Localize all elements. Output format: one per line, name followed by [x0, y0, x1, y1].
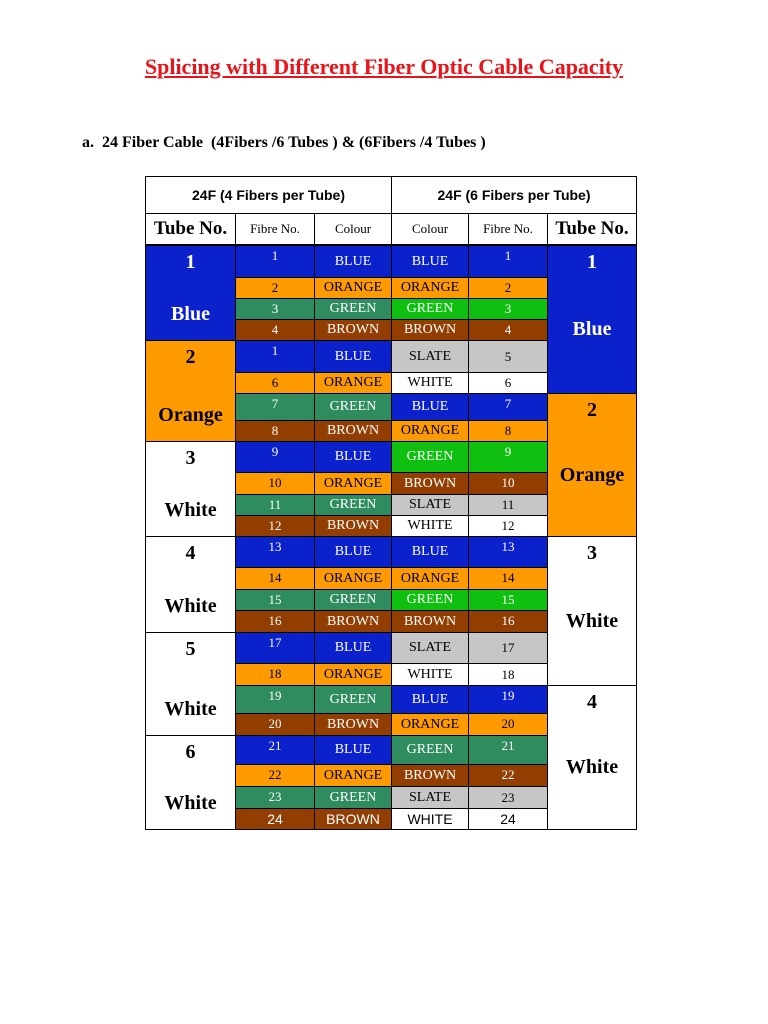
left-fibre-no-cell: 15	[235, 589, 315, 611]
left-tube-number: 5	[185, 638, 196, 660]
left-tube-number: 4	[185, 542, 196, 564]
right-fibre-no-cell: 24	[468, 808, 548, 830]
right-colour-cell: BLUE	[391, 685, 469, 714]
left-colour-cell: ORANGE	[314, 567, 392, 590]
left-fibre-no-cell: 19	[235, 685, 315, 714]
right-fibre-no-cell: 1	[468, 245, 548, 278]
left-fibre-no-cell: 4	[235, 319, 315, 341]
splicing-table	[145, 176, 637, 832]
left-fibre-no-cell: 14	[235, 567, 315, 590]
left-fibre-no-cell: 18	[235, 663, 315, 686]
right-fibre-no-cell: 16	[468, 610, 548, 633]
right-colour-cell: GREEN	[391, 441, 469, 473]
right-colour-cell: ORANGE	[391, 420, 469, 442]
left-tube-no-header: Tube No.	[145, 213, 236, 245]
right-colour-cell: GREEN	[391, 589, 469, 611]
left-colour-cell: ORANGE	[314, 663, 392, 686]
right-fibre-no-cell: 7	[468, 393, 548, 421]
right-tube-number: 2	[587, 399, 597, 421]
right-fibre-no-cell: 6	[468, 372, 548, 394]
right-colour-cell: BLUE	[391, 245, 469, 278]
right-fibre-no-cell: 9	[468, 441, 548, 473]
right-colour-cell: ORANGE	[391, 567, 469, 590]
left-fibre-no-cell: 9	[235, 441, 315, 473]
left-fibre-no-cell: 8	[235, 420, 315, 442]
left-fibre-no-cell: 2	[235, 277, 315, 299]
left-colour-header: Colour	[314, 213, 392, 245]
left-fibre-no-cell: 11	[235, 494, 315, 516]
left-colour-cell: ORANGE	[314, 277, 392, 299]
left-fibre-no-cell: 3	[235, 298, 315, 320]
left-tube-number: 6	[185, 741, 196, 763]
left-tube-colour-name: Blue	[171, 303, 210, 325]
left-colour-cell: BLUE	[314, 245, 392, 278]
left-tube-colour-name: White	[164, 499, 217, 521]
right-tube-colour-name: Blue	[572, 318, 612, 340]
right-tube-cell	[547, 536, 637, 686]
left-tube-colour-name: White	[164, 792, 217, 814]
right-fibre-no-cell: 15	[468, 589, 548, 611]
section-heading: a. 24 Fiber Cable (4Fibers /6 Tubes ) & (6Fibers /4 Tubes )	[82, 134, 486, 151]
left-fibre-no-cell: 1	[235, 340, 315, 373]
right-fibre-no-cell: 5	[468, 340, 548, 373]
right-tube-cell	[547, 393, 637, 537]
right-tube-number: 4	[587, 691, 597, 713]
right-colour-cell: BLUE	[391, 393, 469, 421]
right-colour-cell: BROWN	[391, 764, 469, 787]
right-fibre-no-cell: 17	[468, 632, 548, 664]
right-fibre-no-cell: 11	[468, 494, 548, 516]
right-tube-no-header: Tube No.	[547, 213, 637, 245]
left-tube-number: 1	[185, 251, 196, 273]
left-colour-cell: BLUE	[314, 340, 392, 373]
right-colour-cell: GREEN	[391, 298, 469, 320]
left-fibre-no-cell: 23	[235, 786, 315, 809]
right-colour-cell: GREEN	[391, 735, 469, 765]
right-fibre-no-cell: 2	[468, 277, 548, 299]
left-colour-cell: BROWN	[314, 713, 392, 736]
right-fibre-no-cell: 14	[468, 567, 548, 590]
right-colour-cell: WHITE	[391, 663, 469, 686]
left-colour-cell: ORANGE	[314, 472, 392, 495]
left-tube-cell	[145, 632, 236, 736]
left-tube-colour-name: White	[164, 698, 217, 720]
page-title: Splicing with Different Fiber Optic Cable Capacity	[144, 54, 624, 79]
left-fibre-no-cell: 13	[235, 536, 315, 568]
left-fibre-no-cell: 21	[235, 735, 315, 765]
right-fibre-no-cell: 4	[468, 319, 548, 341]
left-tube-cell	[145, 245, 236, 341]
right-colour-cell: WHITE	[391, 372, 469, 394]
left-fibre-no-header: Fibre No.	[235, 213, 315, 245]
right-fibre-no-cell: 13	[468, 536, 548, 568]
right-tube-colour-name: Orange	[559, 463, 625, 486]
left-colour-cell: BLUE	[314, 441, 392, 473]
left-group-header: 24F (4 Fibers per Tube)	[145, 176, 392, 214]
left-fibre-no-cell: 20	[235, 713, 315, 736]
right-tube-number: 3	[587, 542, 597, 564]
right-colour-cell: WHITE	[391, 808, 469, 830]
left-colour-cell: BLUE	[314, 536, 392, 568]
left-fibre-no-cell: 10	[235, 472, 315, 495]
right-tube-number: 1	[587, 251, 597, 273]
right-colour-cell: SLATE	[391, 494, 469, 516]
left-tube-cell	[145, 735, 236, 830]
left-colour-cell: GREEN	[314, 685, 392, 714]
right-tube-cell	[547, 245, 637, 394]
left-colour-cell: GREEN	[314, 589, 392, 611]
right-tube-colour-name: White	[565, 756, 619, 778]
left-tube-number: 3	[185, 447, 196, 469]
left-colour-cell: GREEN	[314, 786, 392, 809]
right-group-header: 24F (6 Fibers per Tube)	[391, 176, 637, 214]
left-colour-cell: BROWN	[314, 420, 392, 442]
right-fibre-no-cell: 21	[468, 735, 548, 765]
right-colour-cell: SLATE	[391, 632, 469, 664]
right-colour-cell: ORANGE	[391, 277, 469, 299]
left-colour-cell: GREEN	[314, 494, 392, 516]
right-colour-cell: SLATE	[391, 786, 469, 809]
left-colour-cell: BLUE	[314, 735, 392, 765]
right-fibre-no-cell: 20	[468, 713, 548, 736]
right-fibre-no-cell: 10	[468, 472, 548, 495]
left-colour-cell: BROWN	[314, 319, 392, 341]
right-fibre-no-cell: 19	[468, 685, 548, 714]
right-colour-cell: SLATE	[391, 340, 469, 373]
right-colour-cell: WHITE	[391, 515, 469, 537]
left-tube-colour-name: Orange	[158, 404, 223, 426]
left-tube-cell	[145, 441, 236, 537]
left-fibre-no-cell: 22	[235, 764, 315, 787]
right-colour-cell: BLUE	[391, 536, 469, 568]
left-fibre-no-cell: 6	[235, 372, 315, 394]
right-fibre-no-cell: 18	[468, 663, 548, 686]
left-tube-cell	[145, 340, 236, 442]
left-tube-colour-name: White	[164, 595, 217, 617]
left-fibre-no-cell: 1	[235, 245, 315, 278]
right-colour-cell: BROWN	[391, 472, 469, 495]
left-tube-number: 2	[185, 346, 196, 368]
left-fibre-no-cell: 12	[235, 515, 315, 537]
left-colour-cell: ORANGE	[314, 372, 392, 394]
right-colour-header: Colour	[391, 213, 469, 245]
left-colour-cell: GREEN	[314, 393, 392, 421]
right-fibre-no-cell: 8	[468, 420, 548, 442]
left-colour-cell: BLUE	[314, 632, 392, 664]
right-fibre-no-cell: 3	[468, 298, 548, 320]
right-fibre-no-header: Fibre No.	[468, 213, 548, 245]
left-fibre-no-cell: 16	[235, 610, 315, 633]
right-tube-colour-name: White	[565, 609, 619, 632]
right-colour-cell: BROWN	[391, 610, 469, 633]
left-colour-cell: GREEN	[314, 298, 392, 320]
right-colour-cell: ORANGE	[391, 713, 469, 736]
left-fibre-no-cell: 24	[235, 808, 315, 830]
right-fibre-no-cell: 12	[468, 515, 548, 537]
left-colour-cell: BROWN	[314, 808, 392, 830]
left-fibre-no-cell: 17	[235, 632, 315, 664]
right-fibre-no-cell: 22	[468, 764, 548, 787]
left-colour-cell: BROWN	[314, 610, 392, 633]
left-colour-cell: ORANGE	[314, 764, 392, 787]
right-fibre-no-cell: 23	[468, 786, 548, 809]
left-colour-cell: BROWN	[314, 515, 392, 537]
left-tube-cell	[145, 536, 236, 633]
right-colour-cell: BROWN	[391, 319, 469, 341]
left-fibre-no-cell: 7	[235, 393, 315, 421]
right-tube-cell	[547, 685, 637, 830]
